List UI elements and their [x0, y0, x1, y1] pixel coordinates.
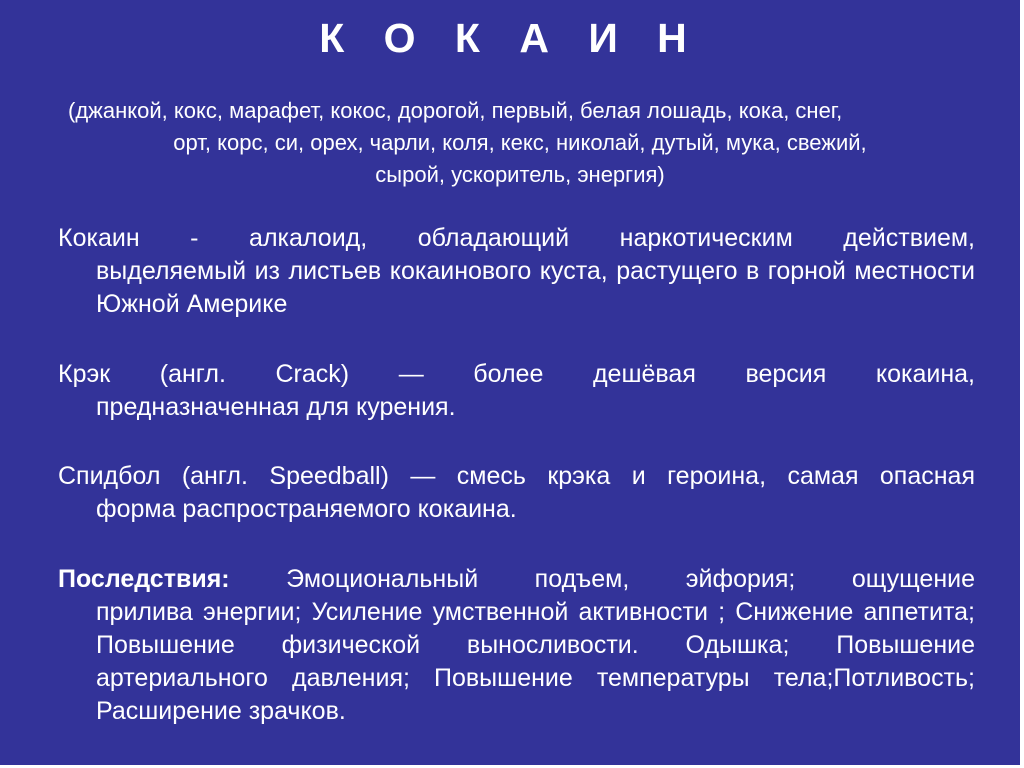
paragraph-effects — [58, 563, 975, 728]
paragraph-crack-continuation: предназначенная для курения. — [96, 393, 456, 421]
slang-line-1: (джанкой, кокс, марафет, кокос, дорогой, первый, белая лошадь, кока, снег, — [68, 98, 843, 123]
paragraph-speedball — [58, 460, 975, 526]
paragraph-crack-first-line: Крэк (англ. Crack) — более дешёвая версия кокаина, — [58, 360, 975, 388]
paragraph-speedball-continuation: форма распространяемого кокаина. — [96, 495, 517, 523]
paragraph-cocaine — [58, 222, 975, 321]
paragraph-effects-first-line — [58, 563, 975, 596]
effects-label: Последствия: — [58, 565, 230, 593]
paragraph-crack — [58, 358, 975, 424]
slang-names — [60, 95, 980, 191]
paragraph-speedball-first-line: Спидбол (англ. Speedball) — смесь крэка и героина, самая опасная — [58, 462, 975, 490]
slang-line-3: сырой, ускоритель, энергия) — [375, 162, 665, 187]
paragraph-effects-continuation: прилива энергии; Усиление умственной активности ; Снижение аппетита; Повышение физической выносливости. Одышка; Повышение артериального давления; Повышение температуры тела;Потливость; Расширение зрачков. — [96, 598, 975, 725]
effects-first-text: Эмоциональный подъем, эйфория; ощущение — [229, 565, 975, 593]
paragraph-cocaine-first-line: Кокаин - алкалоид, обладающий наркотическим действием, — [58, 224, 975, 252]
slang-line-2: орт, корс, си, орех, чарли, коля, кекс, николай, дутый, мука, свежий, — [173, 130, 867, 155]
paragraph-cocaine-continuation: выделяемый из листьев кокаинового куста, растущего в горной местности Южной Америке — [96, 257, 975, 318]
slide-title: К О К А И Н — [319, 15, 701, 61]
